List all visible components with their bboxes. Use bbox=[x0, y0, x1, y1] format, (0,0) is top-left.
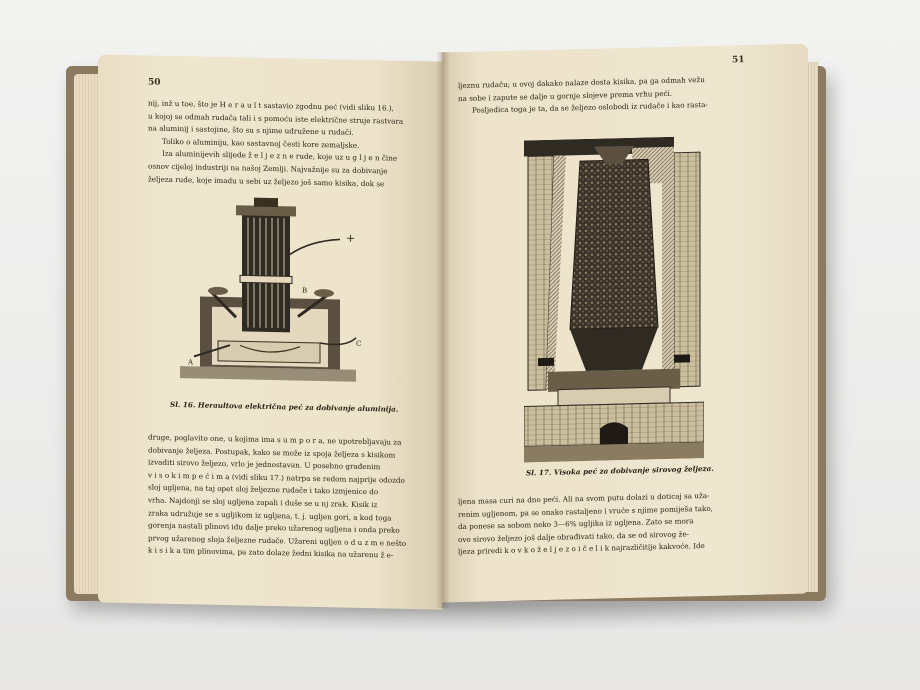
text-line: vrha. Najdonji se sloj ugljena zapali i duše se u nj zrak. Kisik iz bbox=[148, 495, 378, 510]
figure-17-caption: Sl. 17. Visoka peć za dobivanje sirovog željeza. bbox=[526, 463, 714, 478]
text-line: ljeznu rudaču; u ovoj dakako nalaze dosta kisika, pa ga odmah vežu bbox=[458, 75, 705, 91]
figure-label: C bbox=[356, 339, 362, 348]
text-line: druge, poglavito one, u kojima ima s u m p o r a, ne upotrebljavaju za bbox=[148, 432, 402, 447]
text-line: osnov cijeloj industriji na našoj Zemlji. Najvažnije su za dobivanje bbox=[148, 161, 388, 176]
text-line: na sobe i zapute se dalje u gornje slojeve prema vrhu peći. bbox=[458, 88, 673, 103]
text-line: u kojoj se odmah rudača tali i s pomoću iste električne struje rastvara bbox=[148, 111, 404, 126]
right-top-text bbox=[458, 74, 708, 118]
text-line: Posljedica toga je ta, da se željezo oslobodi iz rudače i kao rasta- bbox=[472, 100, 708, 115]
left-bottom-text bbox=[148, 431, 406, 562]
herault-furnace-illustration bbox=[170, 194, 370, 398]
text-line: nij, inž u toe, što je H e r a u l t sastavio zgodnu peć (vidi sliku 16.), bbox=[148, 98, 394, 113]
text-line: ovo sirovo željezo još dalje obrađivati tako, da se od sirovog že- bbox=[458, 529, 690, 544]
left-page-number: 50 bbox=[148, 77, 161, 88]
text-line: renim ugljenom, pa se onako rastaljeno i vruće s njime pomiješa tako, bbox=[458, 503, 713, 519]
right-page-number: 51 bbox=[732, 55, 745, 66]
blast-furnace-illustration bbox=[524, 136, 704, 462]
figure-label: B bbox=[302, 286, 308, 295]
text-line: ljena masa curi na dno peći. Ali na svom putu dolazi u doticaj sa uža- bbox=[458, 490, 710, 507]
text-line: dobivanje željeza. Postupak, kako se može iz spoja željeza s kisikom bbox=[148, 445, 396, 460]
figure-16-caption: Sl. 16. Heraultova električna peć za dobivanje aluminija. bbox=[170, 399, 399, 414]
text-line: Iza aluminijevih slijede ž e l j e z n e rude, koje uz u g l j e n čine bbox=[162, 149, 398, 164]
text-line: ljeza priredi k o v k o ž e l j e z o i č e l i k najrazličitije kakvoće. Ide bbox=[458, 541, 705, 557]
text-line: sloj ugljena, na taj opet sloj željezne rudače i tako izmjenice do bbox=[148, 482, 379, 497]
text-line: izvaditi sirovo željezo, vrlo je jednostavan. U posebno građenim bbox=[148, 457, 381, 472]
figure-label: + bbox=[346, 231, 356, 245]
book-gutter bbox=[436, 52, 450, 608]
text-line: zraka udružuje se s ugljikom iz ugljena, t. j. ugljen gori, a kod toga bbox=[148, 508, 392, 523]
text-line: prvog užarenog sloja željezne rudače. Užareni ugljen o d u z m e nešto bbox=[148, 533, 407, 548]
right-page bbox=[442, 44, 808, 603]
text-line: željeza rude, koje imadu u sebi uz željezo još samo kisika, dok se bbox=[148, 174, 385, 188]
text-line: Toliko o aluminiju, kao sastavnoj česti kore zemaljske. bbox=[162, 136, 360, 150]
text-line: gorenja nastali plinovi idu dalje preko užarenog ugljena i onda preko bbox=[148, 520, 400, 535]
text-line: k i s i k a tim plinovima, pa zato dolaze žedni kisika na užarenu ž e- bbox=[148, 545, 394, 560]
text-line: v i s o k i m p e ć i m a (vidi sliku 17.) natrpa se redom najprije odozdo bbox=[148, 470, 405, 485]
text-line: da ponese sa sobom neko 3—6% ugljika iz ugljena. Zato se mora bbox=[458, 516, 694, 532]
left-page bbox=[98, 54, 442, 609]
left-top-text bbox=[148, 97, 403, 191]
figure-label: A bbox=[188, 358, 194, 367]
right-bottom-text bbox=[458, 490, 713, 559]
text-line: na aluminij i sastojine, što su s njime udružene u rudači. bbox=[148, 123, 354, 137]
